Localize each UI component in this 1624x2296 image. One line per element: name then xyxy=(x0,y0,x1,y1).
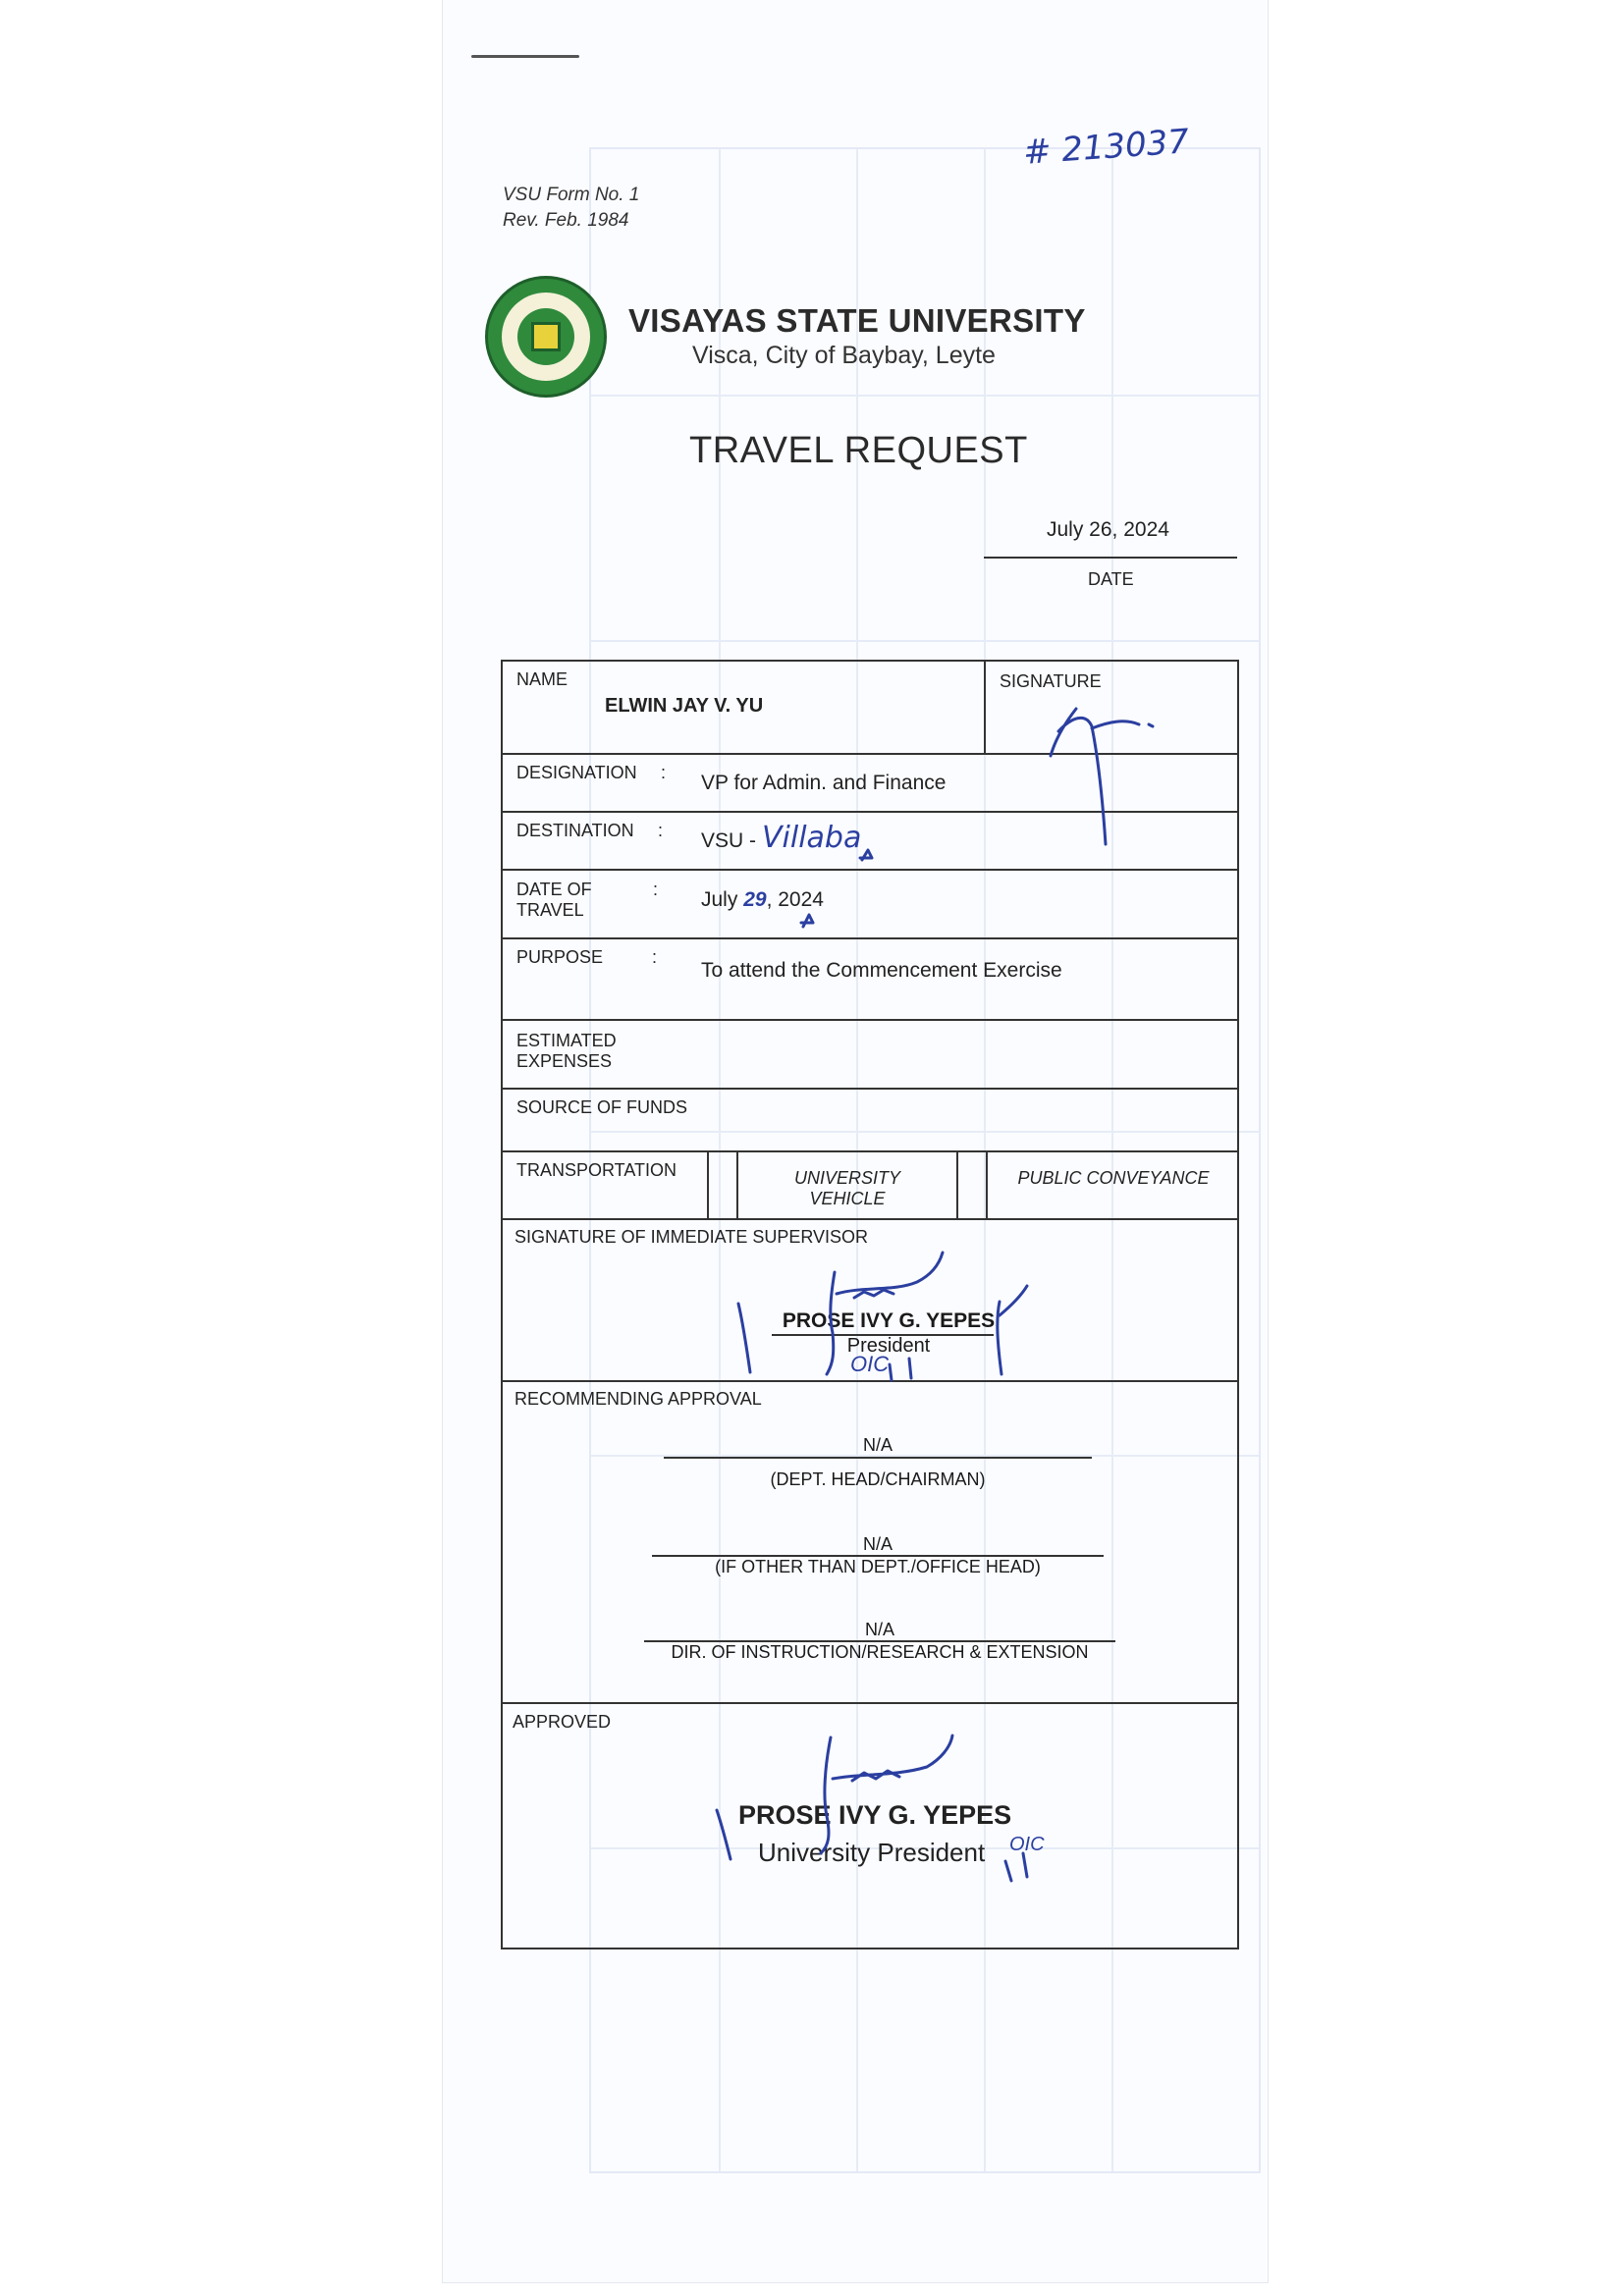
other-head-value[interactable]: N/A xyxy=(862,1534,893,1554)
designation-colon: : xyxy=(661,763,667,782)
approver-signature-stroke xyxy=(717,1735,1027,1881)
approver-oic-note: OIC xyxy=(1009,1834,1045,1855)
supervisor-signature-label: SIGNATURE OF IMMEDIATE SUPERVISOR xyxy=(514,1227,869,1247)
purpose-colon: : xyxy=(652,947,658,967)
designation-field[interactable]: VP for Admin. and Finance xyxy=(701,772,947,794)
date-of-travel-label-line2: TRAVEL xyxy=(516,900,584,920)
purpose-label: PURPOSE xyxy=(516,947,604,967)
page-title: TRAVEL REQUEST xyxy=(689,430,1028,471)
transport-public-conveyance-option[interactable]: PUBLIC CONVEYANCE xyxy=(1017,1168,1210,1188)
travel-date-initial-stroke xyxy=(801,915,813,927)
form-number-line: VSU Form No. 1 xyxy=(503,185,640,205)
dept-head-caption: (DEPT. HEAD/CHAIRMAN) xyxy=(770,1469,986,1489)
director-value[interactable]: N/A xyxy=(864,1620,894,1639)
date-of-travel-label-line1: DATE OF xyxy=(516,880,592,899)
travel-year: , 2024 xyxy=(766,888,824,911)
approver-name: PROSE IVY G. YEPES xyxy=(738,1800,1012,1830)
approver-title: University President xyxy=(758,1838,986,1867)
recommending-approval-label: RECOMMENDING APPROVAL xyxy=(514,1389,762,1409)
university-vehicle-line1: UNIVERSITY xyxy=(793,1168,901,1188)
request-date-value[interactable]: July 26, 2024 xyxy=(1047,518,1169,541)
signature-label: SIGNATURE xyxy=(1000,671,1102,691)
supervisor-name: PROSE IVY G. YEPES xyxy=(782,1309,996,1332)
other-head-caption: (IF OTHER THAN DEPT./OFFICE HEAD) xyxy=(715,1557,1041,1576)
supervisor-title: President xyxy=(846,1335,931,1357)
transportation-label: TRANSPORTATION xyxy=(516,1160,677,1180)
travel-month: July xyxy=(701,888,738,911)
expenses-label-line1: ESTIMATED xyxy=(516,1031,617,1050)
travel-day-handwritten: 29 xyxy=(743,888,767,911)
date-of-travel-colon: : xyxy=(653,880,659,899)
name-label: NAME xyxy=(516,669,568,689)
request-date-label: DATE xyxy=(1088,569,1134,589)
university-name: VISAYAS STATE UNIVERSITY xyxy=(628,302,1086,339)
purpose-field[interactable]: To attend the Commencement Exercise xyxy=(701,959,1062,982)
destination-handwritten: Villaba xyxy=(762,821,862,855)
destination-label: DESTINATION xyxy=(516,821,634,840)
source-of-funds-label: SOURCE OF FUNDS xyxy=(516,1097,688,1117)
approved-label: APPROVED xyxy=(513,1712,612,1732)
requester-signature-stroke xyxy=(1051,709,1153,844)
form-revision-line: Rev. Feb. 1984 xyxy=(503,210,629,231)
name-field[interactable]: ELWIN JAY V. YU xyxy=(605,695,764,717)
control-number-handwritten: # 213037 xyxy=(1021,122,1191,173)
destination-initial-stroke xyxy=(860,850,872,860)
destination-colon: : xyxy=(658,821,664,840)
expenses-label-line2: EXPENSES xyxy=(516,1051,613,1071)
director-caption: DIR. OF INSTRUCTION/RESEARCH & EXTENSION xyxy=(671,1642,1089,1662)
university-address: Visca, City of Baybay, Leyte xyxy=(692,342,996,369)
destination-field[interactable]: VSU - xyxy=(701,829,757,852)
university-vehicle-line2: VEHICLE xyxy=(809,1189,886,1208)
supervisor-oic-note: OIC xyxy=(850,1352,890,1376)
dept-head-value[interactable]: N/A xyxy=(862,1435,893,1455)
supervisor-signature-stroke xyxy=(738,1253,1027,1380)
designation-label: DESIGNATION xyxy=(516,763,637,782)
